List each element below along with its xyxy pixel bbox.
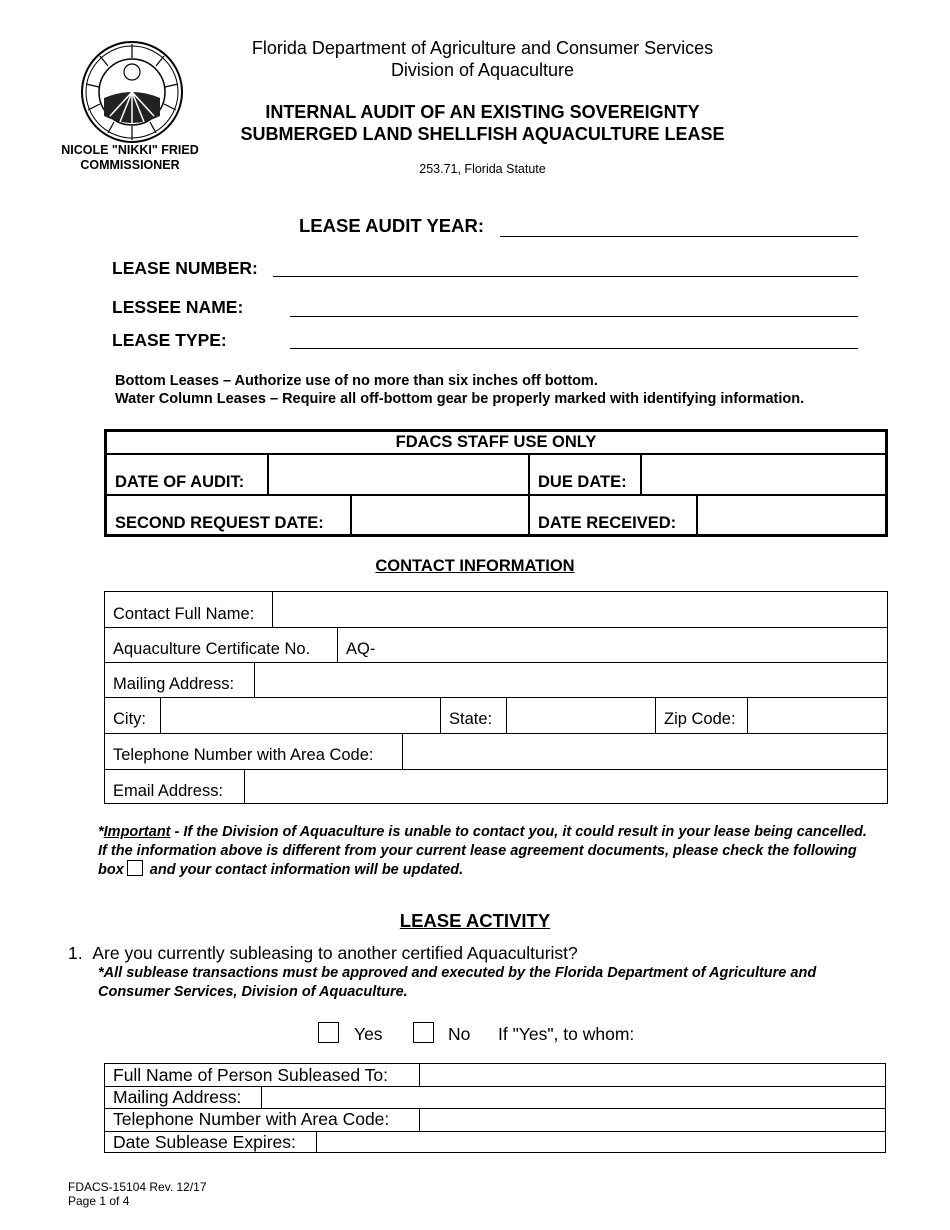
telephone-field[interactable]: [403, 733, 887, 769]
page-number: Page 1 of 4: [68, 1194, 130, 1208]
contact-full-name-field[interactable]: [273, 592, 887, 627]
department-seal-icon: [80, 40, 184, 144]
zip-code-field[interactable]: [748, 697, 887, 733]
sublease-mailing-label: Mailing Address:: [105, 1086, 262, 1108]
sublease-telephone-field[interactable]: [420, 1108, 885, 1131]
date-received-label: DATE RECEIVED:: [528, 496, 696, 534]
if-yes-label: If "Yes", to whom:: [498, 1024, 635, 1044]
contact-information-heading: CONTACT INFORMATION: [375, 557, 575, 575]
department-name: Florida Department of Agriculture and Consumer Services: [251, 38, 714, 58]
lease-type-label: LEASE TYPE:: [112, 330, 227, 350]
due-date-field[interactable]: [640, 455, 885, 494]
contact-full-name-label: Contact Full Name:: [105, 592, 273, 627]
important-prefix: *: [98, 824, 104, 840]
important-text-part1: - If the Division of Aquaculture is unable to contact you, it could result in your lease being cancelled. If the information above is different from your current lease agreement documents, please check the following box: [98, 824, 867, 878]
lessee-name-label: LESSEE NAME:: [112, 297, 244, 317]
lease-audit-year-label: LEASE AUDIT YEAR:: [299, 215, 485, 236]
important-notice: [98, 823, 878, 880]
water-column-lease-note: Water Column Leases – Require all off-bottom gear be properly marked with identifying information.: [115, 391, 805, 407]
contact-information-table: [104, 591, 888, 804]
question-1-number: 1.: [68, 943, 83, 963]
yes-label: Yes: [354, 1024, 383, 1044]
mailing-address-label: Mailing Address:: [105, 662, 255, 697]
question-1-text: Are you currently subleasing to another certified Aquaculturist?: [92, 943, 578, 963]
date-of-audit-field[interactable]: [267, 455, 528, 494]
important-keyword: Important: [103, 824, 171, 840]
zip-code-label: Zip Code:: [656, 697, 748, 733]
mailing-address-field[interactable]: [255, 662, 887, 697]
form-title-line1: INTERNAL AUDIT OF AN EXISTING SOVEREIGNTY: [265, 102, 700, 122]
second-request-date-field[interactable]: [350, 496, 528, 534]
no-label: No: [448, 1024, 471, 1044]
sublease-mailing-field[interactable]: [262, 1086, 885, 1108]
lease-audit-year-field[interactable]: [500, 236, 858, 237]
second-request-date-label: SECOND REQUEST DATE:: [115, 514, 324, 532]
date-of-audit-label: DATE OF AUDIT:: [115, 473, 245, 491]
certificate-number-field[interactable]: AQ-: [346, 640, 376, 658]
due-date-label: DUE DATE:: [528, 455, 640, 494]
important-text-part2: and your contact information will be updated.: [145, 862, 464, 878]
lease-activity-heading: LEASE ACTIVITY: [399, 910, 551, 931]
sublease-expires-field[interactable]: [317, 1131, 885, 1152]
state-label: State:: [441, 697, 507, 733]
question-1: [68, 943, 578, 964]
sublease-expires-label: Date Sublease Expires:: [105, 1131, 317, 1152]
lease-number-label: LEASE NUMBER:: [112, 258, 258, 278]
page-footer: [68, 1180, 207, 1208]
staff-use-table: [104, 429, 888, 537]
commissioner-line1: NICOLE "NIKKI" FRIED: [61, 143, 199, 157]
division-name: Division of Aquaculture: [390, 60, 575, 80]
telephone-label: Telephone Number with Area Code:: [105, 733, 403, 769]
date-received-field[interactable]: [696, 496, 885, 534]
certificate-number-label: Aquaculture Certificate No.: [105, 627, 338, 662]
lease-type-field[interactable]: [290, 348, 858, 349]
question-1-note: *All sublease transactions must be approved and executed by the Florida Department of Agriculture and Consumer Services, Division of Aquaculture.: [98, 965, 817, 1000]
yes-checkbox[interactable]: [318, 1022, 339, 1043]
lease-number-field[interactable]: [273, 276, 858, 277]
city-label: City:: [105, 697, 161, 733]
sublease-full-name-label: Full Name of Person Subleased To:: [105, 1064, 420, 1086]
statute-reference: 253.71, Florida Statute: [419, 162, 546, 176]
staff-table-header: FDACS STAFF USE ONLY: [395, 433, 597, 451]
email-address-field[interactable]: [245, 769, 887, 803]
commissioner-line2: COMMISSIONER: [80, 158, 180, 172]
contact-update-checkbox[interactable]: [127, 860, 143, 876]
sublease-full-name-field[interactable]: [420, 1064, 885, 1086]
lessee-name-field[interactable]: [290, 316, 858, 317]
sublease-table: [104, 1063, 886, 1153]
no-checkbox[interactable]: [413, 1022, 434, 1043]
email-address-label: Email Address:: [105, 769, 245, 803]
form-title-line2: SUBMERGED LAND SHELLFISH AQUACULTURE LEASE: [240, 124, 725, 144]
sublease-telephone-label: Telephone Number with Area Code:: [105, 1108, 420, 1131]
bottom-lease-note: Bottom Leases – Authorize use of no more than six inches off bottom.: [115, 373, 598, 389]
form-id: FDACS-15104 Rev. 12/17: [68, 1180, 207, 1194]
state-field[interactable]: [507, 697, 656, 733]
city-field[interactable]: [161, 697, 441, 733]
